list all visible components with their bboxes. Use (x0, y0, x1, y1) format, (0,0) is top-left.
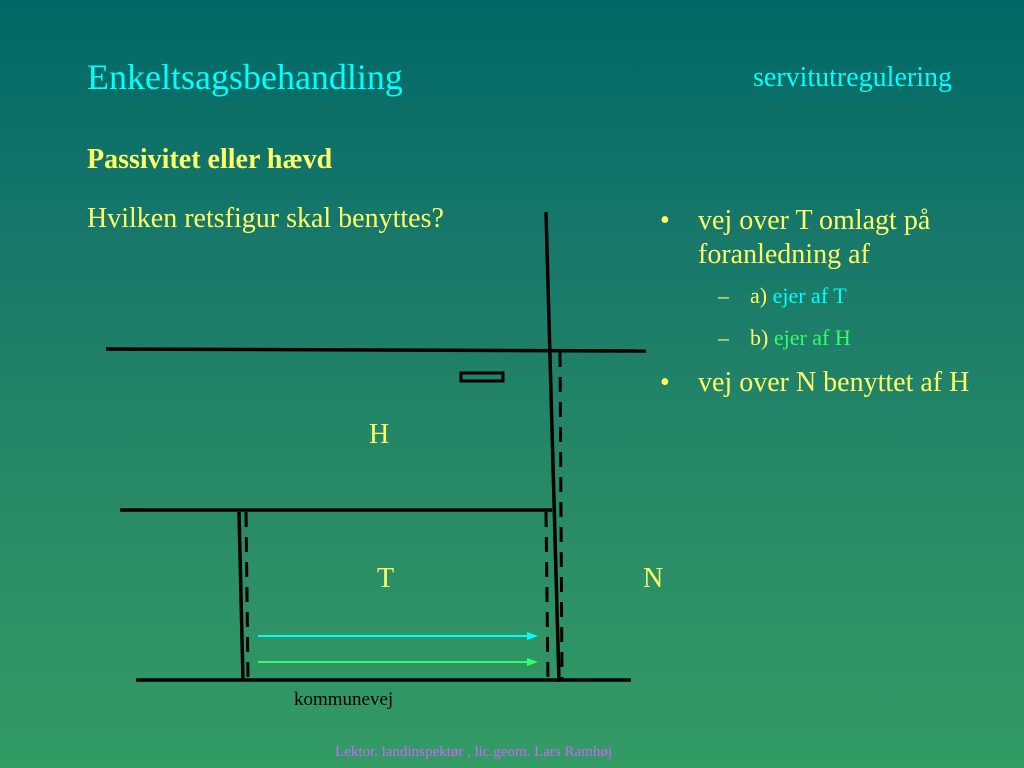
sub-bullet-prefix: a) (750, 283, 768, 308)
bullet-item (656, 204, 986, 272)
sub-bullet-dash: – (718, 283, 729, 308)
sub-bullet-item (656, 282, 986, 310)
sub-bullet-text: ejer af T (772, 283, 847, 308)
boundary-vertical-left (239, 512, 243, 680)
path-dashed-n-line (560, 352, 562, 680)
bullet-item (656, 366, 986, 400)
bullet-dot: • (660, 367, 670, 398)
footer-credit: Lektor. landinspektør , lic.geom. Lars Ramhøj (335, 744, 613, 760)
bullet-list (656, 204, 986, 410)
boundary-top-line (106, 349, 646, 351)
sub-bullet-dash: – (718, 325, 729, 350)
arrow-owner-h (258, 658, 538, 666)
path-dashed-left-line (246, 512, 248, 680)
bullet-dot: • (660, 205, 670, 236)
parcel-label-n: N (643, 563, 664, 594)
road-label: kommunevej (294, 689, 394, 710)
parcel-label-t: T (377, 563, 395, 594)
slide-title: Enkeltsagsbehandling (87, 57, 403, 97)
boundary-vertical-right (546, 212, 559, 682)
sub-bullet-prefix: b) (750, 325, 769, 350)
slide-subtitle: servitutregulering (752, 62, 952, 93)
building-rect (461, 373, 503, 381)
sub-bullet-text: ejer af H (773, 325, 851, 350)
bullet-text: vej over N benyttet af H (698, 367, 970, 398)
sub-bullet-item (656, 324, 986, 352)
path-dashed-t-right-line (546, 512, 548, 680)
question-text: Hvilken retsfigur skal benyttes? (87, 203, 444, 234)
section-heading: Passivitet eller hævd (87, 144, 333, 175)
parcel-label-h: H (369, 419, 390, 450)
arrow-owner-t (258, 632, 538, 640)
bullet-text: vej over T omlagt på foranledning af (698, 205, 931, 270)
